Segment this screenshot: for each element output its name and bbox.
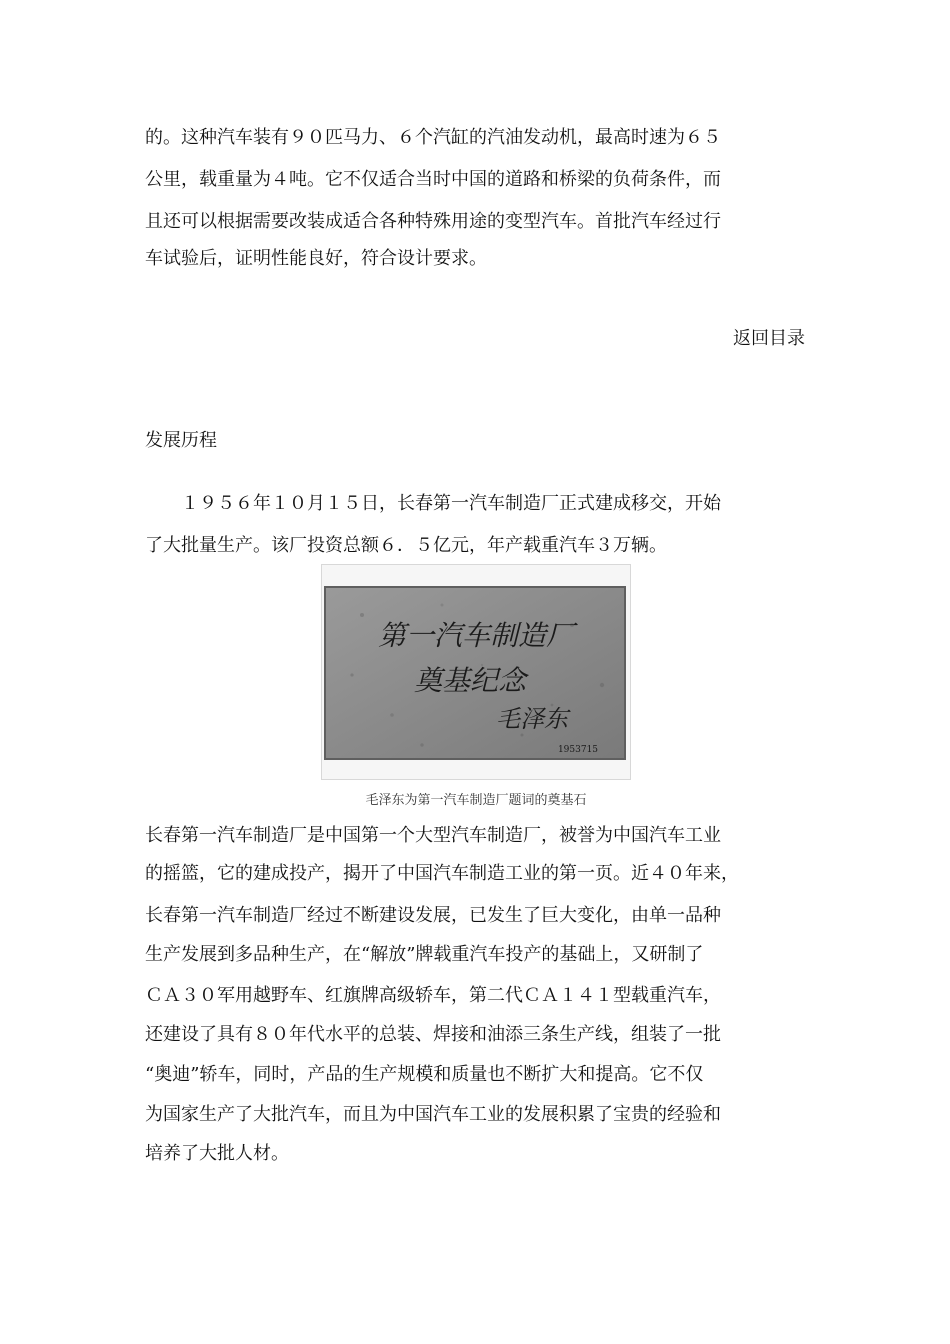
inscription-signature: 毛泽东 (496, 705, 568, 733)
figure-caption: 毛泽东为第一汽车制造厂题词的奠基石 (365, 793, 587, 808)
paragraph-line: 且还可以根据需要改装成适合各种特殊用途的变型汽车。首批汽车经过行 (145, 211, 721, 232)
foundation-stone-photo (321, 564, 631, 780)
paragraph-line: 的。这种汽车装有９０匹马力、６个汽缸的汽油发动机，最高时速为６５ (145, 127, 721, 148)
paragraph-line: “奥迪”轿车，同时，产品的生产规模和质量也不断扩大和提高。它不仅 (145, 1064, 704, 1085)
back-to-toc-link[interactable]: 返回目录 (733, 328, 805, 349)
paragraph-line: 了大批量生产。该厂投资总额６．５亿元，年产载重汽车３万辆。 (145, 535, 667, 556)
paragraph-line: ＣＡ３０军用越野车、红旗牌高级轿车，第二代ＣＡ１４１型载重汽车， (145, 985, 721, 1006)
paragraph-line: 公里，载重量为４吨。它不仅适合当时中国的道路和桥梁的负荷条件，而 (145, 169, 721, 190)
inscription-line-1: 第一汽车制造厂 (377, 619, 575, 652)
paragraph-line: 长春第一汽车制造厂经过不断建设发展，已发生了巨大变化，由单一品种 (145, 905, 721, 926)
paragraph-line: 培养了大批人材。 (145, 1143, 289, 1164)
paragraph-line: 为国家生产了大批汽车，而且为中国汽车工业的发展积累了宝贵的经验和 (145, 1104, 721, 1125)
paragraph-line: 车试验后，证明性能良好，符合设计要求。 (145, 248, 487, 269)
paragraph-line: 的摇篮，它的建成投产，揭开了中国汽车制造工业的第一页。近４０年来， (145, 863, 739, 884)
paragraph-line: 还建设了具有８０年代水平的总装、焊接和油添三条生产线，组装了一批 (145, 1024, 721, 1045)
section-heading: 发展历程 (145, 430, 217, 451)
paragraph-line: １９５６年１０月１５日，长春第一汽车制造厂正式建成移交，开始 (145, 493, 721, 514)
inscription-line-2: 奠基纪念 (413, 664, 527, 697)
paragraph-line: 生产发展到多品种生产，在“解放”牌载重汽车投产的基础上，又研制了 (145, 944, 704, 965)
paragraph-line: 长春第一汽车制造厂是中国第一个大型汽车制造厂，被誉为中国汽车工业 (145, 825, 721, 846)
stone-image (322, 565, 630, 779)
inscription-date-stamp: 1953715 (557, 745, 599, 755)
